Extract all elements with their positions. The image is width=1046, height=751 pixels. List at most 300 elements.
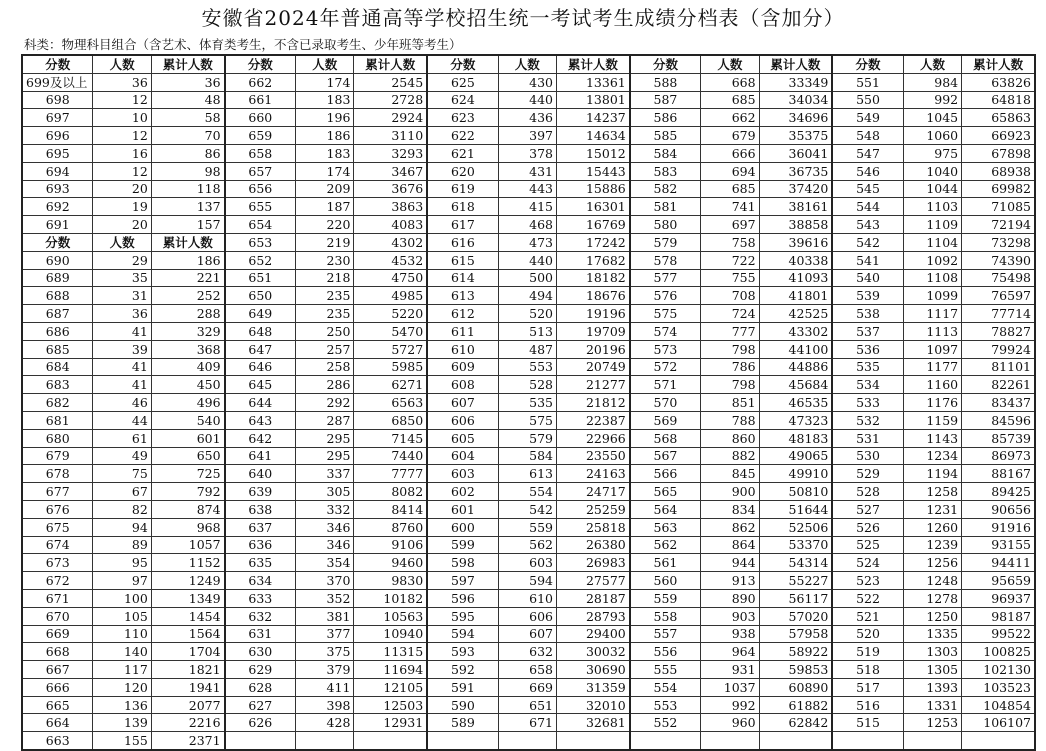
score-cell: 691 (22, 216, 93, 234)
cumulative-cell: 46535 (759, 394, 832, 412)
cumulative-cell: 15443 (556, 162, 629, 180)
count-cell: 378 (498, 144, 556, 162)
category-subtitle: 科类：物理科目组合（含艺术、体育类考生，不含已录取考生、少年班等考生） (24, 37, 462, 52)
cumulative-cell: 85739 (962, 429, 1035, 447)
count-cell: 890 (701, 589, 759, 607)
cumulative-cell: 25259 (556, 500, 629, 518)
score-cell: 695 (22, 144, 93, 162)
cumulative-cell: 19709 (556, 322, 629, 340)
cumulative-cell: 43302 (759, 322, 832, 340)
cumulative-cell: 59853 (759, 661, 832, 679)
cumulative-cell: 26983 (556, 554, 629, 572)
count-cell: 1160 (903, 376, 961, 394)
count-cell: 443 (498, 180, 556, 198)
score-cell: 685 (22, 340, 93, 358)
count-cell: 196 (296, 109, 354, 127)
score-cell: 538 (832, 305, 903, 323)
score-cell: 588 (630, 73, 701, 91)
score-cell: 678 (22, 465, 93, 483)
count-cell: 679 (701, 127, 759, 145)
score-cell: 651 (225, 269, 296, 287)
cumulative-cell: 19196 (556, 305, 629, 323)
score-cell: 581 (630, 198, 701, 216)
cumulative-cell: 2545 (354, 73, 427, 91)
score-cell: 686 (22, 322, 93, 340)
count-cell: 535 (498, 394, 556, 412)
cumulative-cell: 18676 (556, 287, 629, 305)
count-cell: 584 (498, 447, 556, 465)
empty-cell (903, 732, 961, 750)
cumulative-cell: 41801 (759, 287, 832, 305)
count-cell: 864 (701, 536, 759, 554)
cumulative-cell: 6563 (354, 394, 427, 412)
count-cell: 12 (93, 127, 151, 145)
count-cell: 559 (498, 518, 556, 536)
cumulative-cell: 35375 (759, 127, 832, 145)
score-cell: 576 (630, 287, 701, 305)
count-cell: 67 (93, 483, 151, 501)
count-cell: 520 (498, 305, 556, 323)
score-cell: 539 (832, 287, 903, 305)
count-cell: 29 (93, 251, 151, 269)
empty-cell (296, 732, 354, 750)
count-cell: 658 (498, 661, 556, 679)
count-cell: 900 (701, 483, 759, 501)
score-cell: 545 (832, 180, 903, 198)
score-cell: 615 (427, 251, 498, 269)
count-cell: 139 (93, 714, 151, 732)
score-cell: 674 (22, 536, 93, 554)
cumulative-cell: 36041 (759, 144, 832, 162)
cumulative-cell: 1152 (151, 554, 224, 572)
cumulative-cell: 41093 (759, 269, 832, 287)
cumulative-cell: 48 (151, 91, 224, 109)
score-cell: 572 (630, 358, 701, 376)
score-cell: 658 (225, 144, 296, 162)
count-cell: 20 (93, 216, 151, 234)
header-count: 人数 (903, 55, 961, 73)
score-cell: 638 (225, 500, 296, 518)
cumulative-cell: 57958 (759, 625, 832, 643)
count-cell: 984 (903, 73, 961, 91)
cumulative-cell: 63826 (962, 73, 1035, 91)
count-cell: 500 (498, 269, 556, 287)
cumulative-cell: 329 (151, 322, 224, 340)
count-cell: 651 (498, 696, 556, 714)
score-cell: 672 (22, 572, 93, 590)
score-cell: 515 (832, 714, 903, 732)
count-cell: 964 (701, 643, 759, 661)
count-cell: 41 (93, 322, 151, 340)
cumulative-cell: 1941 (151, 678, 224, 696)
header-cumulative: 累计人数 (962, 55, 1035, 73)
cumulative-cell: 16301 (556, 198, 629, 216)
count-cell: 1335 (903, 625, 961, 643)
count-cell: 230 (296, 251, 354, 269)
score-cell: 664 (22, 714, 93, 732)
count-cell: 708 (701, 287, 759, 305)
table-row (22, 678, 1035, 696)
table-row (22, 358, 1035, 376)
score-cell: 565 (630, 483, 701, 501)
count-cell: 354 (296, 554, 354, 572)
cumulative-cell: 15886 (556, 180, 629, 198)
score-cell: 650 (225, 287, 296, 305)
header-count: 人数 (701, 55, 759, 73)
count-cell: 494 (498, 287, 556, 305)
score-cell: 636 (225, 536, 296, 554)
cumulative-cell: 157 (151, 216, 224, 234)
score-cell: 643 (225, 411, 296, 429)
count-cell: 183 (296, 91, 354, 109)
count-cell: 411 (296, 678, 354, 696)
cumulative-cell: 74390 (962, 251, 1035, 269)
cumulative-cell: 40338 (759, 251, 832, 269)
count-cell: 174 (296, 73, 354, 91)
count-cell: 1256 (903, 554, 961, 572)
score-cell: 598 (427, 554, 498, 572)
cumulative-cell: 29400 (556, 625, 629, 643)
count-cell: 110 (93, 625, 151, 643)
table-row (22, 144, 1035, 162)
count-cell: 100 (93, 589, 151, 607)
cumulative-cell: 4532 (354, 251, 427, 269)
cumulative-cell: 2728 (354, 91, 427, 109)
score-cell: 560 (630, 572, 701, 590)
cumulative-cell: 36735 (759, 162, 832, 180)
count-cell: 1092 (903, 251, 961, 269)
score-cell: 589 (427, 714, 498, 732)
count-cell: 94 (93, 518, 151, 536)
count-cell: 992 (903, 91, 961, 109)
count-cell: 755 (701, 269, 759, 287)
header-cumulative: 累计人数 (556, 55, 629, 73)
cumulative-cell: 1349 (151, 589, 224, 607)
count-cell: 381 (296, 607, 354, 625)
count-cell: 209 (296, 180, 354, 198)
cumulative-cell: 86973 (962, 447, 1035, 465)
cumulative-cell: 42525 (759, 305, 832, 323)
count-cell: 1104 (903, 233, 961, 251)
cumulative-cell: 18182 (556, 269, 629, 287)
cumulative-cell: 118 (151, 180, 224, 198)
cumulative-cell: 3863 (354, 198, 427, 216)
score-cell: 610 (427, 340, 498, 358)
count-cell: 136 (93, 696, 151, 714)
count-cell: 788 (701, 411, 759, 429)
count-cell: 36 (93, 73, 151, 91)
cumulative-cell: 103523 (962, 678, 1035, 696)
count-cell: 992 (701, 696, 759, 714)
empty-cell (701, 732, 759, 750)
score-cell: 522 (832, 589, 903, 607)
cumulative-cell: 44886 (759, 358, 832, 376)
score-cell: 625 (427, 73, 498, 91)
count-cell: 668 (701, 73, 759, 91)
count-cell: 436 (498, 109, 556, 127)
score-cell: 652 (225, 251, 296, 269)
score-cell: 669 (22, 625, 93, 643)
count-cell: 35 (93, 269, 151, 287)
score-cell: 542 (832, 233, 903, 251)
score-cell: 622 (427, 127, 498, 145)
header-score: 分数 (427, 55, 498, 73)
cumulative-cell: 186 (151, 251, 224, 269)
cumulative-cell: 368 (151, 340, 224, 358)
score-cell: 525 (832, 536, 903, 554)
score-cell: 597 (427, 572, 498, 590)
cumulative-cell: 75498 (962, 269, 1035, 287)
score-cell: 692 (22, 198, 93, 216)
score-cell: 629 (225, 661, 296, 679)
score-cell: 549 (832, 109, 903, 127)
score-cell: 550 (832, 91, 903, 109)
count-cell: 528 (498, 376, 556, 394)
score-cell: 668 (22, 643, 93, 661)
score-cell: 602 (427, 483, 498, 501)
empty-cell (630, 732, 701, 750)
count-cell: 1109 (903, 216, 961, 234)
score-cell: 591 (427, 678, 498, 696)
header-cumulative: 累计人数 (354, 55, 427, 73)
page-title: 安徽省2024年普通高等学校招生统一考试考生成绩分档表（含加分） (201, 6, 845, 30)
count-cell: 428 (296, 714, 354, 732)
count-cell: 430 (498, 73, 556, 91)
score-cell: 611 (427, 322, 498, 340)
table-row (22, 340, 1035, 358)
cumulative-cell: 38858 (759, 216, 832, 234)
count-cell: 669 (498, 678, 556, 696)
cumulative-cell: 106107 (962, 714, 1035, 732)
score-cell: 526 (832, 518, 903, 536)
count-cell: 431 (498, 162, 556, 180)
score-cell: 558 (630, 607, 701, 625)
count-cell: 415 (498, 198, 556, 216)
score-cell: 567 (630, 447, 701, 465)
count-cell: 12 (93, 162, 151, 180)
score-cell: 587 (630, 91, 701, 109)
cumulative-cell: 7440 (354, 447, 427, 465)
count-cell: 346 (296, 518, 354, 536)
score-cell: 585 (630, 127, 701, 145)
table-row (22, 643, 1035, 661)
score-cell: 680 (22, 429, 93, 447)
count-cell: 287 (296, 411, 354, 429)
cumulative-cell: 30032 (556, 643, 629, 661)
count-cell: 1097 (903, 340, 961, 358)
cumulative-cell: 10182 (354, 589, 427, 607)
cumulative-cell: 49910 (759, 465, 832, 483)
count-cell: 220 (296, 216, 354, 234)
score-cell: 665 (22, 696, 93, 714)
score-cell: 570 (630, 394, 701, 412)
count-cell: 397 (498, 127, 556, 145)
score-cell: 518 (832, 661, 903, 679)
score-cell: 657 (225, 162, 296, 180)
score-cell: 541 (832, 251, 903, 269)
count-cell: 1231 (903, 500, 961, 518)
score-cell: 527 (832, 500, 903, 518)
cumulative-cell: 5727 (354, 340, 427, 358)
count-cell: 186 (296, 127, 354, 145)
score-cell: 619 (427, 180, 498, 198)
count-cell: 95 (93, 554, 151, 572)
cumulative-cell: 4302 (354, 233, 427, 251)
count-cell: 903 (701, 607, 759, 625)
score-cell: 640 (225, 465, 296, 483)
score-cell: 536 (832, 340, 903, 358)
cumulative-cell: 3467 (354, 162, 427, 180)
score-cell: 621 (427, 144, 498, 162)
table-row (22, 607, 1035, 625)
cumulative-cell: 78827 (962, 322, 1035, 340)
score-cell: 617 (427, 216, 498, 234)
cumulative-cell: 20196 (556, 340, 629, 358)
table-row (22, 465, 1035, 483)
cumulative-cell: 8760 (354, 518, 427, 536)
header-score: 分数 (832, 55, 903, 73)
count-cell: 332 (296, 500, 354, 518)
score-cell: 696 (22, 127, 93, 145)
count-cell: 295 (296, 447, 354, 465)
count-cell: 834 (701, 500, 759, 518)
cumulative-cell: 44100 (759, 340, 832, 358)
header-score: 分数 (22, 55, 93, 73)
count-cell: 1393 (903, 678, 961, 696)
count-cell: 19 (93, 198, 151, 216)
cumulative-cell: 7145 (354, 429, 427, 447)
table-row (22, 251, 1035, 269)
score-cell: 667 (22, 661, 93, 679)
cumulative-cell: 409 (151, 358, 224, 376)
score-cell: 563 (630, 518, 701, 536)
score-cell: 635 (225, 554, 296, 572)
table-row (22, 572, 1035, 590)
cumulative-cell: 16769 (556, 216, 629, 234)
count-cell: 140 (93, 643, 151, 661)
count-cell: 632 (498, 643, 556, 661)
count-cell: 554 (498, 483, 556, 501)
score-cell: 689 (22, 269, 93, 287)
count-cell: 1305 (903, 661, 961, 679)
cumulative-cell: 34034 (759, 91, 832, 109)
score-cell: 677 (22, 483, 93, 501)
score-cell: 682 (22, 394, 93, 412)
score-cell: 627 (225, 696, 296, 714)
cumulative-cell: 53370 (759, 536, 832, 554)
score-cell: 647 (225, 340, 296, 358)
score-cell: 530 (832, 447, 903, 465)
score-cell: 698 (22, 91, 93, 109)
score-cell: 613 (427, 287, 498, 305)
cumulative-cell: 57020 (759, 607, 832, 625)
table-row (22, 447, 1035, 465)
cumulative-cell: 48183 (759, 429, 832, 447)
score-cell: 584 (630, 144, 701, 162)
score-cell: 684 (22, 358, 93, 376)
cumulative-cell: 56117 (759, 589, 832, 607)
table-row (22, 500, 1035, 518)
score-cell: 699及以上 (22, 73, 93, 91)
header-cumulative: 累计人数 (759, 55, 832, 73)
score-cell: 688 (22, 287, 93, 305)
cumulative-cell: 1704 (151, 643, 224, 661)
score-cell: 662 (225, 73, 296, 91)
cumulative-cell: 32010 (556, 696, 629, 714)
cumulative-cell: 874 (151, 500, 224, 518)
score-cell: 697 (22, 109, 93, 127)
count-cell: 777 (701, 322, 759, 340)
score-cell: 646 (225, 358, 296, 376)
score-cell: 679 (22, 447, 93, 465)
cumulative-cell: 20749 (556, 358, 629, 376)
score-cell: 555 (630, 661, 701, 679)
table-row (22, 518, 1035, 536)
score-cell: 676 (22, 500, 93, 518)
score-cell: 632 (225, 607, 296, 625)
score-cell: 599 (427, 536, 498, 554)
table-row (22, 73, 1035, 91)
cumulative-cell: 6850 (354, 411, 427, 429)
count-cell: 235 (296, 305, 354, 323)
count-cell: 89 (93, 536, 151, 554)
score-cell: 596 (427, 589, 498, 607)
cumulative-cell: 33349 (759, 73, 832, 91)
cumulative-cell: 21277 (556, 376, 629, 394)
cumulative-cell: 23550 (556, 447, 629, 465)
count-cell: 183 (296, 144, 354, 162)
cumulative-cell: 17682 (556, 251, 629, 269)
cumulative-cell: 450 (151, 376, 224, 394)
table-row (22, 233, 1035, 251)
count-cell: 39 (93, 340, 151, 358)
count-cell: 666 (701, 144, 759, 162)
score-cell: 608 (427, 376, 498, 394)
cumulative-cell: 540 (151, 411, 224, 429)
cumulative-cell: 22387 (556, 411, 629, 429)
count-cell: 694 (701, 162, 759, 180)
score-cell: 574 (630, 322, 701, 340)
count-cell: 31 (93, 287, 151, 305)
cumulative-cell: 94411 (962, 554, 1035, 572)
cumulative-cell: 13361 (556, 73, 629, 91)
count-cell: 1099 (903, 287, 961, 305)
count-cell: 257 (296, 340, 354, 358)
empty-cell (832, 732, 903, 750)
score-cell: 645 (225, 376, 296, 394)
count-cell: 377 (296, 625, 354, 643)
score-cell: 579 (630, 233, 701, 251)
header-count: 人数 (296, 55, 354, 73)
cumulative-cell: 3293 (354, 144, 427, 162)
cumulative-cell: 1564 (151, 625, 224, 643)
table-row (22, 661, 1035, 679)
count-cell: 613 (498, 465, 556, 483)
cumulative-cell: 12105 (354, 678, 427, 696)
score-cell: 520 (832, 625, 903, 643)
count-cell: 1258 (903, 483, 961, 501)
score-cell: 566 (630, 465, 701, 483)
cumulative-cell: 76597 (962, 287, 1035, 305)
score-cell: 580 (630, 216, 701, 234)
cumulative-cell: 11694 (354, 661, 427, 679)
score-cell: 554 (630, 678, 701, 696)
count-cell: 187 (296, 198, 354, 216)
cumulative-cell: 968 (151, 518, 224, 536)
count-cell: 1117 (903, 305, 961, 323)
cumulative-cell: 58 (151, 109, 224, 127)
cumulative-cell: 67898 (962, 144, 1035, 162)
